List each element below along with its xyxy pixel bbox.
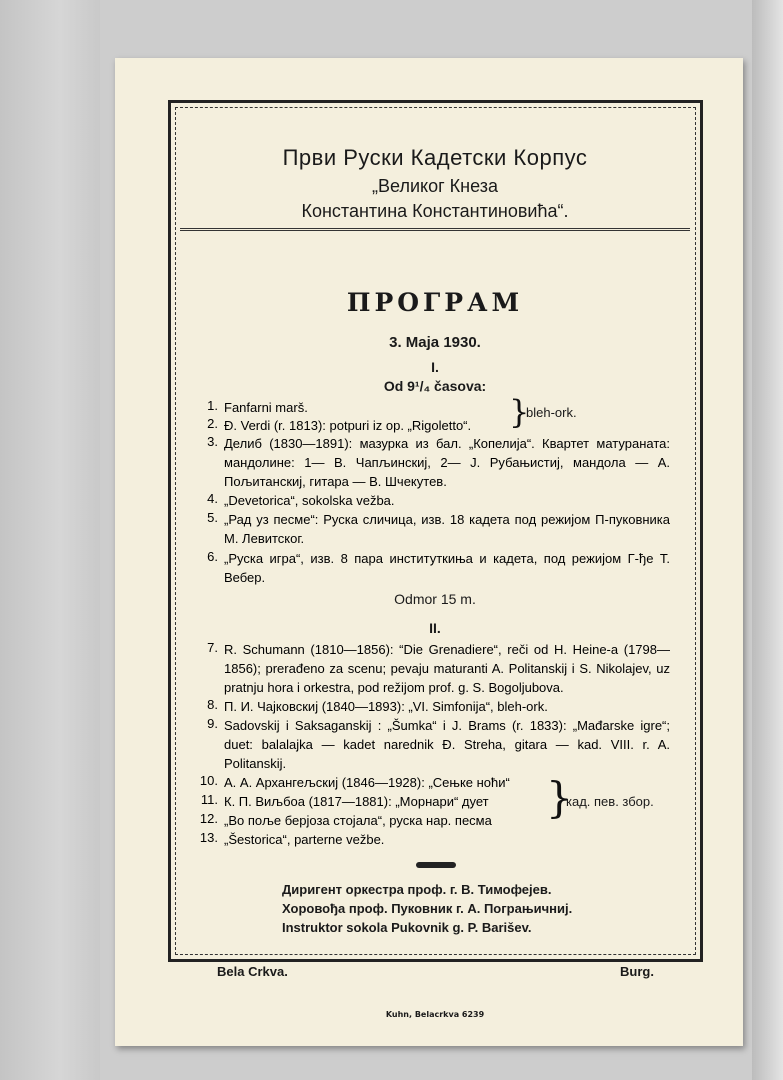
- brace-label: кад. пев. збор.: [566, 794, 654, 809]
- printer-credit: Kuhn, Belacrkva 6239: [385, 1010, 485, 1019]
- credit-line: Хоровођа проф. Пуковник г. А. Пограњичниј.: [282, 901, 573, 916]
- brace-bracket: }: [509, 393, 530, 431]
- program-item: „Во поље берјоза стојала“, руска нар. песма: [224, 813, 492, 828]
- program-item: Fanfarni marš.: [224, 400, 308, 415]
- header-line-3: Константина Константиновића“.: [301, 201, 569, 221]
- item-number: 12.: [199, 811, 218, 826]
- item-number: 5.: [207, 510, 218, 525]
- part-1-heading: I.: [431, 359, 439, 375]
- footer-signature: Burg.: [620, 964, 654, 979]
- program-item: „Šestorica“, parterne vežbe.: [224, 832, 385, 847]
- item-number: 7.: [207, 640, 218, 655]
- item-number: 8.: [207, 697, 218, 712]
- header-line-2: „Великог Кнеза: [372, 176, 498, 196]
- item-number: 13.: [199, 830, 218, 845]
- credit-line: Instruktor sokola Pukovnik g. P. Barišev.: [282, 920, 532, 935]
- item-number: 3.: [207, 434, 218, 449]
- board-right-edge: [752, 0, 783, 1080]
- program-item: Sadovskij i Saksaganskij : „Šumka“ i J. Brams (r. 1833): „Mađarske igre“; duet: balalajka — kadet narednik Đ. Streha, gitara — kad. VIII. r. A. Politanskij.: [224, 718, 670, 771]
- header-divider: [180, 228, 690, 234]
- item-number: 10.: [199, 773, 218, 788]
- item-number: 1.: [207, 398, 218, 413]
- program-item: К. П. Виљбоа (1817—1881): „Морнари“ дует: [224, 794, 489, 809]
- program-item: „Рад уз песме“: Руска сличица, изв. 18 кадета под режијом П-пуковника М. Левитског.: [224, 512, 670, 546]
- program-item: „Devetorica“, sokolska vežba.: [224, 493, 395, 508]
- credit-line: Диригент оркестра проф. г. В. Тимофејев.: [282, 882, 552, 897]
- program-item: R. Schumann (1810—1856): “Die Grenadiere“, reči od H. Heine-a (1798—1856); prerađeno za scenu; pevaju maturanti A. Politanskij i S. Nikolajev, uz pratnju hora i orkestra, pod režijom prof. g. S. Bogoljubova.: [224, 642, 670, 695]
- program-date: 3. Maja 1930.: [389, 334, 481, 351]
- part-1-time: Od 9¹/₄ časova:: [383, 378, 487, 394]
- item-number: 6.: [207, 549, 218, 564]
- item-number: 4.: [207, 491, 218, 506]
- footer-place: Bela Crkva.: [217, 964, 288, 979]
- board-left-panel: [0, 0, 100, 1080]
- header-line-1: Први Руски Кадетски Корпус: [282, 145, 588, 170]
- page-title: ПРОГРАМ: [346, 288, 524, 317]
- item-number: 9.: [207, 716, 218, 731]
- ornament-divider: [416, 862, 456, 868]
- program-item: „Руска игра“, изв. 8 пара институткиња и кадета, под режијом Г-ђе Т. Вебер.: [224, 551, 670, 585]
- brace-label: bleh-ork.: [526, 405, 577, 420]
- brace-bracket: }: [546, 773, 573, 822]
- item-number: 11.: [200, 792, 218, 807]
- item-number: 2.: [207, 416, 218, 431]
- part-2-heading: II.: [429, 620, 441, 636]
- intermission: Odmor 15 m.: [394, 591, 476, 607]
- program-item: А. А. Архангељскиј (1846—1928): „Сењке ноћи“: [224, 775, 510, 790]
- program-item: П. И. Чајковскиј (1840—1893): „VI. Simfonija“, bleh-ork.: [224, 699, 548, 714]
- program-item: Делиб (1830—1891): мазурка из бал. „Копелија“. Квартет матураната: мандолине: 1— В. Чапљинскиј, 2— Ј. Рубањистиј, мандола — А. Пољитанскиј, гитара — В. Шчекутев.: [224, 436, 670, 489]
- program-item: Đ. Verdi (r. 1813): potpuri iz op. „Rigoletto“.: [224, 418, 472, 433]
